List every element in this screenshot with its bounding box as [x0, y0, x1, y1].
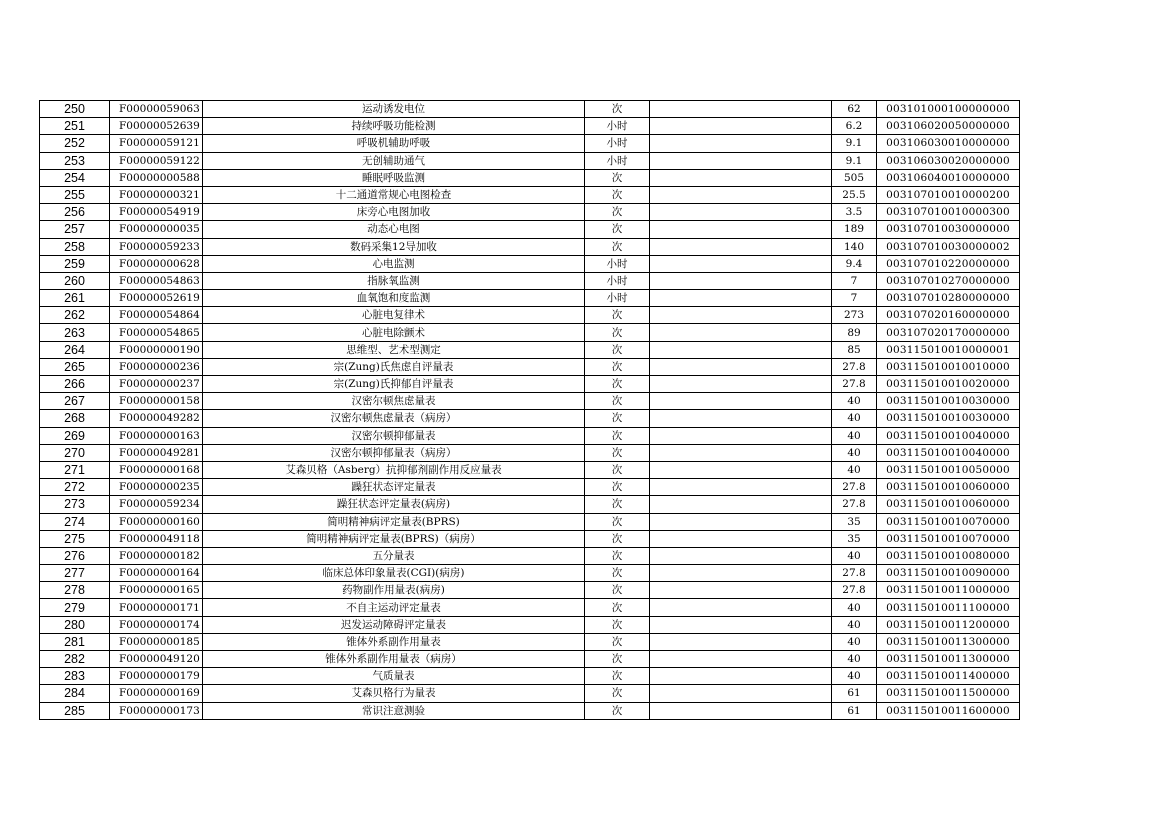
- table-row: [40, 324, 1020, 341]
- price-cell: 40: [832, 444, 877, 461]
- price-cell: 40: [832, 410, 877, 427]
- note-cell: [650, 272, 832, 289]
- price-cell: 140: [832, 238, 877, 255]
- item-name-cell: 心脏电除颤术: [203, 324, 585, 341]
- unit-cell: 小时: [585, 272, 650, 289]
- item-code-cell: F00000059122: [110, 152, 203, 169]
- item-code-cell: F00000049118: [110, 530, 203, 547]
- row-number-cell: 281: [40, 633, 110, 650]
- table-row: [40, 221, 1020, 238]
- table-row: [40, 685, 1020, 702]
- national-code-cell: 003115010010070000: [877, 530, 1020, 547]
- national-code-cell: 003107010280000000: [877, 290, 1020, 307]
- item-name-cell: 躁狂状态评定量表(病房): [203, 496, 585, 513]
- national-code-cell: 003115010010090000: [877, 565, 1020, 582]
- note-cell: [650, 599, 832, 616]
- item-name-cell: 运动诱发电位: [203, 101, 585, 118]
- national-code-cell: 003115010011500000: [877, 685, 1020, 702]
- note-cell: [650, 668, 832, 685]
- table-row: [40, 118, 1020, 135]
- unit-cell: 次: [585, 341, 650, 358]
- national-code-cell: 003107010220000000: [877, 255, 1020, 272]
- note-cell: [650, 496, 832, 513]
- row-number-cell: 284: [40, 685, 110, 702]
- unit-cell: 次: [585, 513, 650, 530]
- item-code-cell: F00000000185: [110, 633, 203, 650]
- price-cell: 7: [832, 290, 877, 307]
- item-code-cell: F00000059234: [110, 496, 203, 513]
- unit-cell: 次: [585, 702, 650, 719]
- item-code-cell: F00000000158: [110, 393, 203, 410]
- price-cell: 89: [832, 324, 877, 341]
- unit-cell: 次: [585, 101, 650, 118]
- price-cell: 62: [832, 101, 877, 118]
- national-code-cell: 003107010030000000: [877, 221, 1020, 238]
- price-cell: 40: [832, 393, 877, 410]
- price-cell: 40: [832, 668, 877, 685]
- note-cell: [650, 427, 832, 444]
- unit-cell: 次: [585, 307, 650, 324]
- item-code-cell: F00000000035: [110, 221, 203, 238]
- unit-cell: 次: [585, 324, 650, 341]
- unit-cell: 次: [585, 651, 650, 668]
- item-name-cell: 锥体外系副作用量表: [203, 633, 585, 650]
- table-row: [40, 496, 1020, 513]
- table-row: [40, 186, 1020, 203]
- national-code-cell: 003115010011300000: [877, 651, 1020, 668]
- item-name-cell: 指脉氧监测: [203, 272, 585, 289]
- item-code-cell: F00000054865: [110, 324, 203, 341]
- note-cell: [650, 238, 832, 255]
- unit-cell: 次: [585, 633, 650, 650]
- table-row: [40, 668, 1020, 685]
- note-cell: [650, 444, 832, 461]
- item-name-cell: 五分量表: [203, 547, 585, 564]
- row-number-cell: 278: [40, 582, 110, 599]
- item-name-cell: 呼吸机辅助呼吸: [203, 135, 585, 152]
- row-number-cell: 283: [40, 668, 110, 685]
- item-code-cell: F00000059233: [110, 238, 203, 255]
- table-row: [40, 393, 1020, 410]
- unit-cell: 次: [585, 496, 650, 513]
- unit-cell: 次: [585, 668, 650, 685]
- price-cell: 85: [832, 341, 877, 358]
- national-code-cell: 003115010010050000: [877, 461, 1020, 478]
- unit-cell: 次: [585, 376, 650, 393]
- note-cell: [650, 101, 832, 118]
- table-row: [40, 255, 1020, 272]
- note-cell: [650, 307, 832, 324]
- price-cell: 40: [832, 651, 877, 668]
- note-cell: [650, 633, 832, 650]
- table-row: [40, 427, 1020, 444]
- row-number-cell: 268: [40, 410, 110, 427]
- item-code-cell: F00000000190: [110, 341, 203, 358]
- national-code-cell: 003115010011000000: [877, 582, 1020, 599]
- table-row: [40, 341, 1020, 358]
- row-number-cell: 272: [40, 479, 110, 496]
- item-code-cell: F00000000160: [110, 513, 203, 530]
- item-name-cell: 心脏电复律术: [203, 307, 585, 324]
- national-code-cell: 003107010030000002: [877, 238, 1020, 255]
- unit-cell: 次: [585, 186, 650, 203]
- table-row: [40, 376, 1020, 393]
- price-cell: 273: [832, 307, 877, 324]
- note-cell: [650, 358, 832, 375]
- unit-cell: 次: [585, 204, 650, 221]
- item-name-cell: 无创辅助通气: [203, 152, 585, 169]
- note-cell: [650, 221, 832, 238]
- item-code-cell: F00000000235: [110, 479, 203, 496]
- item-code-cell: F00000000173: [110, 702, 203, 719]
- price-cell: 40: [832, 616, 877, 633]
- item-code-cell: F00000059063: [110, 101, 203, 118]
- unit-cell: 次: [585, 530, 650, 547]
- row-number-cell: 264: [40, 341, 110, 358]
- price-cell: 35: [832, 513, 877, 530]
- price-cell: 27.8: [832, 565, 877, 582]
- table-row: [40, 651, 1020, 668]
- item-name-cell: 数码采集12导加收: [203, 238, 585, 255]
- unit-cell: 次: [585, 616, 650, 633]
- item-name-cell: 简明精神病评定量表(BPRS)（病房）: [203, 530, 585, 547]
- table-row: [40, 547, 1020, 564]
- unit-cell: 次: [585, 238, 650, 255]
- price-cell: 40: [832, 599, 877, 616]
- row-number-cell: 259: [40, 255, 110, 272]
- national-code-cell: 003107010270000000: [877, 272, 1020, 289]
- item-name-cell: 气质量表: [203, 668, 585, 685]
- unit-cell: 小时: [585, 290, 650, 307]
- item-name-cell: 动态心电图: [203, 221, 585, 238]
- item-name-cell: 躁狂状态评定量表: [203, 479, 585, 496]
- price-cell: 40: [832, 547, 877, 564]
- item-name-cell: 汉密尔顿抑郁量表: [203, 427, 585, 444]
- note-cell: [650, 651, 832, 668]
- unit-cell: 次: [585, 547, 650, 564]
- row-number-cell: 273: [40, 496, 110, 513]
- table-row: [40, 513, 1020, 530]
- price-cell: 40: [832, 427, 877, 444]
- national-code-cell: 003106040010000000: [877, 169, 1020, 186]
- unit-cell: 次: [585, 444, 650, 461]
- table-row: [40, 565, 1020, 582]
- unit-cell: 次: [585, 410, 650, 427]
- row-number-cell: 251: [40, 118, 110, 135]
- item-code-cell: F00000049282: [110, 410, 203, 427]
- table-row: [40, 101, 1020, 118]
- item-code-cell: F00000052639: [110, 118, 203, 135]
- row-number-cell: 276: [40, 547, 110, 564]
- national-code-cell: 003107010010000300: [877, 204, 1020, 221]
- table-row: [40, 169, 1020, 186]
- item-code-cell: F00000054919: [110, 204, 203, 221]
- item-name-cell: 汉密尔顿焦虑量表（病房）: [203, 410, 585, 427]
- national-code-cell: 003115010011400000: [877, 668, 1020, 685]
- item-code-cell: F00000000164: [110, 565, 203, 582]
- note-cell: [650, 118, 832, 135]
- unit-cell: 次: [585, 479, 650, 496]
- table-body: [40, 101, 1020, 720]
- note-cell: [650, 393, 832, 410]
- note-cell: [650, 135, 832, 152]
- note-cell: [650, 702, 832, 719]
- row-number-cell: 285: [40, 702, 110, 719]
- price-cell: 27.8: [832, 496, 877, 513]
- note-cell: [650, 479, 832, 496]
- note-cell: [650, 324, 832, 341]
- table-row: [40, 633, 1020, 650]
- row-number-cell: 254: [40, 169, 110, 186]
- price-cell: 61: [832, 702, 877, 719]
- unit-cell: 次: [585, 393, 650, 410]
- item-name-cell: 药物副作用量表(病房): [203, 582, 585, 599]
- note-cell: [650, 169, 832, 186]
- item-name-cell: 艾森贝格（Asberg）抗抑郁剂副作用反应量表: [203, 461, 585, 478]
- row-number-cell: 252: [40, 135, 110, 152]
- national-code-cell: 003101000100000000: [877, 101, 1020, 118]
- national-code-cell: 003107020160000000: [877, 307, 1020, 324]
- item-name-cell: 十二通道常规心电图检查: [203, 186, 585, 203]
- item-name-cell: 心电监测: [203, 255, 585, 272]
- item-code-cell: F00000052619: [110, 290, 203, 307]
- note-cell: [650, 582, 832, 599]
- row-number-cell: 275: [40, 530, 110, 547]
- national-code-cell: 003115010010040000: [877, 427, 1020, 444]
- unit-cell: 次: [585, 685, 650, 702]
- item-name-cell: 锥体外系副作用量表（病房）: [203, 651, 585, 668]
- item-code-cell: F00000000174: [110, 616, 203, 633]
- national-code-cell: 003106020050000000: [877, 118, 1020, 135]
- item-code-cell: F00000049281: [110, 444, 203, 461]
- national-code-cell: 003106030010000000: [877, 135, 1020, 152]
- item-code-cell: F00000000179: [110, 668, 203, 685]
- table-row: [40, 307, 1020, 324]
- national-code-cell: 003115010010020000: [877, 376, 1020, 393]
- table-row: [40, 238, 1020, 255]
- national-code-cell: 003115010010010000: [877, 358, 1020, 375]
- row-number-cell: 277: [40, 565, 110, 582]
- item-name-cell: 血氧饱和度监测: [203, 290, 585, 307]
- table-row: [40, 479, 1020, 496]
- item-code-cell: F00000054863: [110, 272, 203, 289]
- item-code-cell: F00000000321: [110, 186, 203, 203]
- national-code-cell: 003115010010040000: [877, 444, 1020, 461]
- item-name-cell: 思维型、艺术型测定: [203, 341, 585, 358]
- price-cell: 27.8: [832, 358, 877, 375]
- note-cell: [650, 616, 832, 633]
- unit-cell: 小时: [585, 118, 650, 135]
- price-cell: 25.5: [832, 186, 877, 203]
- note-cell: [650, 152, 832, 169]
- unit-cell: 次: [585, 427, 650, 444]
- item-name-cell: 艾森贝格行为量表: [203, 685, 585, 702]
- table-row: [40, 702, 1020, 719]
- item-name-cell: 宗(Zung)氏抑郁自评量表: [203, 376, 585, 393]
- row-number-cell: 271: [40, 461, 110, 478]
- national-code-cell: 003115010010080000: [877, 547, 1020, 564]
- national-code-cell: 003115010011300000: [877, 633, 1020, 650]
- note-cell: [650, 461, 832, 478]
- item-name-cell: 常识注意测验: [203, 702, 585, 719]
- note-cell: [650, 290, 832, 307]
- item-code-cell: F00000000171: [110, 599, 203, 616]
- table-row: [40, 582, 1020, 599]
- item-name-cell: 睡眠呼吸监测: [203, 169, 585, 186]
- row-number-cell: 262: [40, 307, 110, 324]
- row-number-cell: 270: [40, 444, 110, 461]
- item-name-cell: 宗(Zung)氏焦虑自评量表: [203, 358, 585, 375]
- price-cell: 9.4: [832, 255, 877, 272]
- table-row: [40, 204, 1020, 221]
- price-cell: 40: [832, 461, 877, 478]
- unit-cell: 次: [585, 582, 650, 599]
- national-code-cell: 003115010010030000: [877, 393, 1020, 410]
- table-row: [40, 290, 1020, 307]
- item-code-cell: F00000059121: [110, 135, 203, 152]
- item-name-cell: 迟发运动障碍评定量表: [203, 616, 585, 633]
- row-number-cell: 274: [40, 513, 110, 530]
- national-code-cell: 003115010010070000: [877, 513, 1020, 530]
- price-cell: 6.2: [832, 118, 877, 135]
- row-number-cell: 279: [40, 599, 110, 616]
- row-number-cell: 258: [40, 238, 110, 255]
- row-number-cell: 263: [40, 324, 110, 341]
- row-number-cell: 260: [40, 272, 110, 289]
- national-code-cell: 003115010010000001: [877, 341, 1020, 358]
- note-cell: [650, 410, 832, 427]
- price-cell: 40: [832, 633, 877, 650]
- item-name-cell: 不自主运动评定量表: [203, 599, 585, 616]
- price-cell: 9.1: [832, 135, 877, 152]
- table-row: [40, 530, 1020, 547]
- national-code-cell: 003115010010060000: [877, 496, 1020, 513]
- price-cell: 9.1: [832, 152, 877, 169]
- table-row: [40, 461, 1020, 478]
- item-code-cell: F00000000237: [110, 376, 203, 393]
- item-name-cell: 简明精神病评定量表(BPRS): [203, 513, 585, 530]
- price-cell: 7: [832, 272, 877, 289]
- item-code-cell: F00000000236: [110, 358, 203, 375]
- price-table: [39, 100, 1020, 720]
- row-number-cell: 250: [40, 101, 110, 118]
- table-row: [40, 272, 1020, 289]
- national-code-cell: 003106030020000000: [877, 152, 1020, 169]
- table-row: [40, 444, 1020, 461]
- national-code-cell: 003115010010030000: [877, 410, 1020, 427]
- price-cell: 35: [832, 530, 877, 547]
- unit-cell: 小时: [585, 135, 650, 152]
- item-name-cell: 汉密尔顿抑郁量表（病房）: [203, 444, 585, 461]
- row-number-cell: 282: [40, 651, 110, 668]
- item-name-cell: 持续呼吸功能检测: [203, 118, 585, 135]
- item-name-cell: 床旁心电图加收: [203, 204, 585, 221]
- note-cell: [650, 547, 832, 564]
- item-code-cell: F00000000628: [110, 255, 203, 272]
- item-code-cell: F00000000168: [110, 461, 203, 478]
- item-code-cell: F00000049120: [110, 651, 203, 668]
- note-cell: [650, 565, 832, 582]
- table-row: [40, 358, 1020, 375]
- item-code-cell: F00000000169: [110, 685, 203, 702]
- national-code-cell: 003115010011100000: [877, 599, 1020, 616]
- price-cell: 505: [832, 169, 877, 186]
- note-cell: [650, 341, 832, 358]
- row-number-cell: 280: [40, 616, 110, 633]
- unit-cell: 小时: [585, 152, 650, 169]
- row-number-cell: 256: [40, 204, 110, 221]
- national-code-cell: 003115010011200000: [877, 616, 1020, 633]
- price-cell: 27.8: [832, 479, 877, 496]
- unit-cell: 次: [585, 221, 650, 238]
- note-cell: [650, 513, 832, 530]
- price-cell: 27.8: [832, 376, 877, 393]
- item-code-cell: F00000000182: [110, 547, 203, 564]
- price-cell: 3.5: [832, 204, 877, 221]
- national-code-cell: 003107010010000200: [877, 186, 1020, 203]
- unit-cell: 次: [585, 599, 650, 616]
- note-cell: [650, 204, 832, 221]
- price-cell: 189: [832, 221, 877, 238]
- national-code-cell: 003107020170000000: [877, 324, 1020, 341]
- row-number-cell: 261: [40, 290, 110, 307]
- item-name-cell: 汉密尔顿焦虑量表: [203, 393, 585, 410]
- note-cell: [650, 530, 832, 547]
- note-cell: [650, 186, 832, 203]
- row-number-cell: 265: [40, 358, 110, 375]
- table-row: [40, 152, 1020, 169]
- price-cell: 61: [832, 685, 877, 702]
- unit-cell: 次: [585, 169, 650, 186]
- national-code-cell: 003115010011600000: [877, 702, 1020, 719]
- note-cell: [650, 376, 832, 393]
- item-code-cell: F00000000588: [110, 169, 203, 186]
- row-number-cell: 269: [40, 427, 110, 444]
- row-number-cell: 266: [40, 376, 110, 393]
- item-code-cell: F00000054864: [110, 307, 203, 324]
- row-number-cell: 267: [40, 393, 110, 410]
- note-cell: [650, 255, 832, 272]
- item-name-cell: 临床总体印象量表(CGI)(病房): [203, 565, 585, 582]
- table-row: [40, 135, 1020, 152]
- row-number-cell: 255: [40, 186, 110, 203]
- price-cell: 27.8: [832, 582, 877, 599]
- national-code-cell: 003115010010060000: [877, 479, 1020, 496]
- row-number-cell: 257: [40, 221, 110, 238]
- item-code-cell: F00000000165: [110, 582, 203, 599]
- table-row: [40, 410, 1020, 427]
- note-cell: [650, 685, 832, 702]
- unit-cell: 次: [585, 358, 650, 375]
- item-code-cell: F00000000163: [110, 427, 203, 444]
- unit-cell: 次: [585, 461, 650, 478]
- row-number-cell: 253: [40, 152, 110, 169]
- unit-cell: 次: [585, 565, 650, 582]
- table-row: [40, 599, 1020, 616]
- unit-cell: 小时: [585, 255, 650, 272]
- table-row: [40, 616, 1020, 633]
